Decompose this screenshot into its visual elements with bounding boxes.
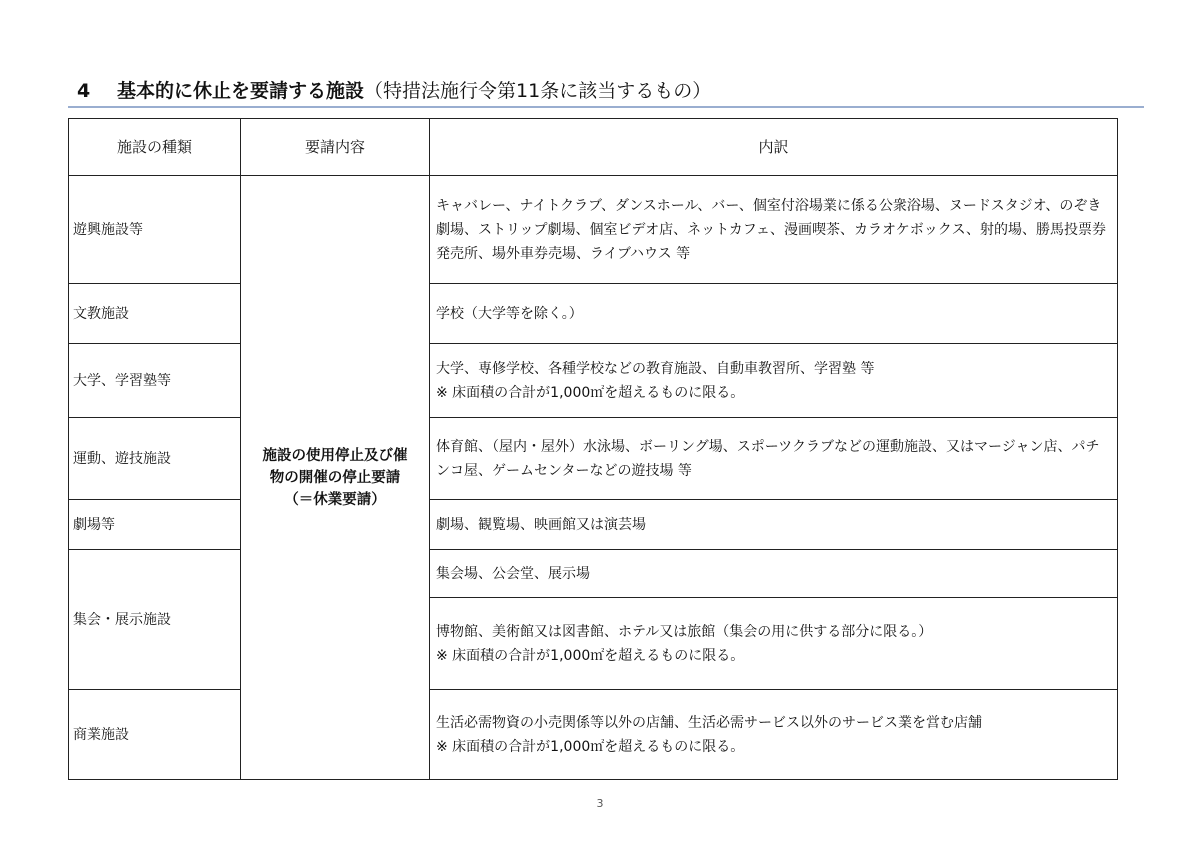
- breakdown-cell: [430, 690, 1118, 780]
- breakdown-text: 博物館、美術館又は図書館、ホテル又は旅館（集会の用に供する部分に限る。）: [436, 623, 933, 640]
- breakdown-note: ※ 床面積の合計が1,000㎡を超えるものに限る。: [436, 384, 745, 401]
- breakdown-text: キャバレー、ナイトクラブ、ダンスホール、バー、個室付浴場業に係る公衆浴場、ヌードスタジオ、のぞき劇場、ストリップ劇場、個室ビデオ店、ネットカフェ、漫画喫茶、カラオケボックス、射的場、勝馬投票券発売所、場外車券売場、ライブハウス 等: [436, 197, 1107, 262]
- table-header-row: [69, 119, 1118, 176]
- heading-underline: [68, 106, 1144, 108]
- facility-type-cell: 文教施設: [69, 284, 241, 344]
- facility-table: [68, 118, 1118, 780]
- header-breakdown: 内訳: [430, 119, 1118, 176]
- table-row: [69, 418, 1118, 500]
- breakdown-text: 生活必需物資の小売関係等以外の店舗、生活必需サービス以外のサービス業を営む店舗: [436, 714, 982, 731]
- breakdown-cell: [430, 344, 1118, 418]
- request-line-1: 施設の使用停止及び催: [262, 447, 408, 464]
- facility-type-cell: 集会・展示施設: [69, 550, 241, 690]
- facility-type-cell: 遊興施設等: [69, 176, 241, 284]
- facility-type-cell: 運動、遊技施設: [69, 418, 241, 500]
- section-heading: [77, 76, 711, 103]
- breakdown-note: ※ 床面積の合計が1,000㎡を超えるものに限る。: [436, 647, 745, 664]
- table-row: [69, 344, 1118, 418]
- request-cell: [241, 176, 430, 780]
- breakdown-cell: [430, 550, 1118, 598]
- breakdown-cell: [430, 500, 1118, 550]
- section-title: 基本的に休止を要請する施設: [117, 80, 365, 102]
- section-number: 4: [77, 80, 91, 102]
- table-row: [69, 500, 1118, 550]
- section-subtitle: （特措法施行令第11条に該当するもの）: [364, 80, 712, 102]
- header-request: 要請内容: [241, 119, 430, 176]
- breakdown-text: 学校（大学等を除く。）: [436, 305, 583, 322]
- table-row: [69, 550, 1118, 598]
- breakdown-cell: [430, 418, 1118, 500]
- header-facility-type: 施設の種類: [69, 119, 241, 176]
- request-line-2: 物の開催の停止要請: [269, 469, 401, 486]
- breakdown-text: 体育館、（屋内・屋外）水泳場、ボーリング場、スポーツクラブなどの運動施設、又はマージャン店、パチンコ屋、ゲームセンターなどの遊技場 等: [436, 438, 1100, 479]
- breakdown-cell: [430, 176, 1118, 284]
- page-number: 3: [596, 797, 604, 810]
- breakdown-text: 劇場、観覧場、映画館又は演芸場: [436, 516, 646, 533]
- table-row: [69, 176, 1118, 284]
- breakdown-note: ※ 床面積の合計が1,000㎡を超えるものに限る。: [436, 738, 745, 755]
- breakdown-cell: [430, 598, 1118, 690]
- request-line-3: （＝休業要請）: [284, 491, 386, 508]
- facility-type-cell: 大学、学習塾等: [69, 344, 241, 418]
- table-row: [69, 690, 1118, 780]
- facility-type-cell: 劇場等: [69, 500, 241, 550]
- breakdown-text: 大学、専修学校、各種学校などの教育施設、自動車教習所、学習塾 等: [436, 360, 875, 377]
- breakdown-cell: [430, 284, 1118, 344]
- facility-type-cell: 商業施設: [69, 690, 241, 780]
- table-row: [69, 284, 1118, 344]
- breakdown-text: 集会場、公会堂、展示場: [436, 565, 590, 582]
